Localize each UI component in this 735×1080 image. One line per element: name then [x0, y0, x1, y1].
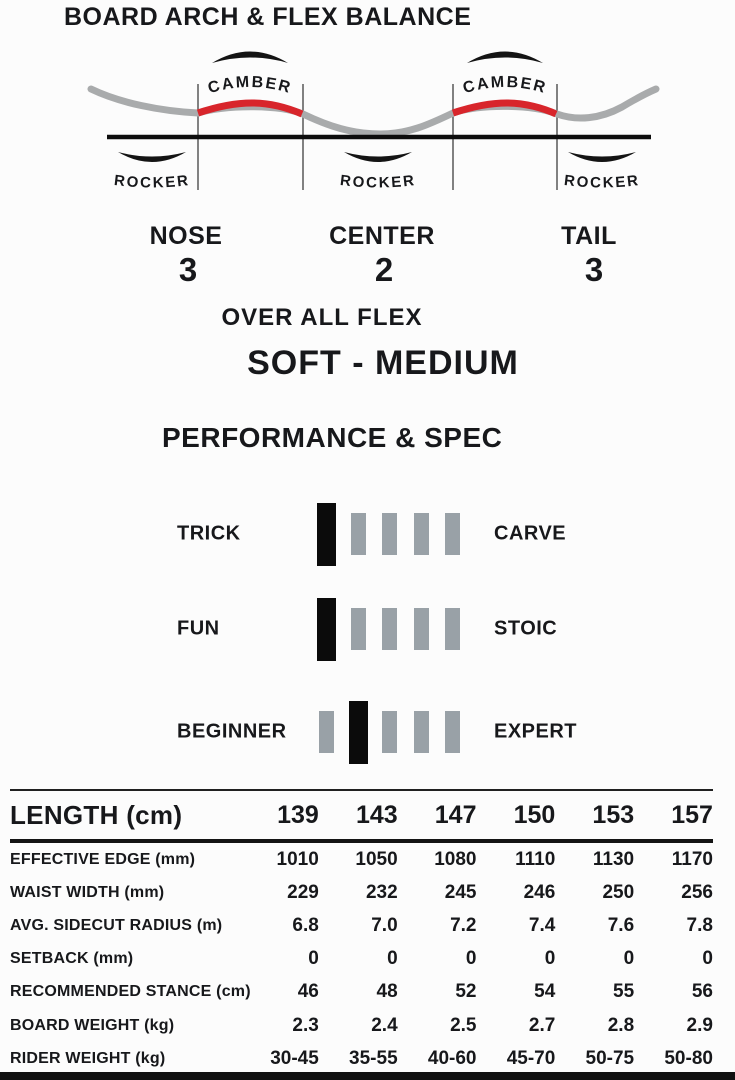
scale-left-label: TRICK [177, 522, 241, 545]
cell-value: 55 [613, 981, 635, 1003]
scale-bar [382, 513, 397, 555]
cell-value: 45-70 [506, 1047, 556, 1069]
header-value: 150 [513, 800, 556, 829]
scale-right-label: EXPERT [494, 720, 578, 743]
rocker-label: ROCKER [339, 171, 417, 192]
cell-value: 1110 [515, 848, 556, 870]
table-row [10, 876, 713, 909]
row-label: AVG. SIDECUT RADIUS (m) [10, 916, 223, 934]
camber-arc-icon [212, 52, 288, 64]
cell-value: 0 [387, 948, 398, 970]
scale-bar [445, 711, 460, 753]
cell-value: 229 [287, 881, 319, 903]
row-label: EFFECTIVE EDGE (mm) [10, 850, 196, 868]
table-row [10, 1042, 713, 1075]
section-label-nose: NOSE [149, 222, 223, 250]
section-score-tail: 3 [584, 251, 604, 288]
cell-value: 246 [523, 881, 556, 903]
overall-flex-value: SOFT - MEDIUM [247, 344, 519, 382]
row-label: SETBACK (mm) [10, 950, 134, 968]
cell-value: 0 [465, 948, 477, 970]
cell-value: 7.8 [686, 914, 713, 936]
cell-value: 50-75 [585, 1047, 635, 1069]
cell-value: 2.5 [450, 1014, 477, 1036]
camber-label: CAMBER [461, 73, 549, 98]
cell-value: 2.7 [528, 1014, 556, 1036]
fun-stoic-scale [0, 597, 735, 661]
scale-bars [311, 502, 469, 566]
rocker-arc-icon [344, 152, 412, 162]
scale-bar [351, 608, 366, 650]
rocker-label: ROCKER [563, 171, 641, 192]
header-value: 139 [277, 800, 319, 829]
cell-value: 48 [376, 981, 398, 1003]
scale-bar [349, 701, 368, 764]
row-label: RIDER WEIGHT (kg) [10, 1049, 166, 1067]
board-profile-path [91, 89, 656, 134]
section-score-nose: 3 [178, 251, 198, 288]
table-row [10, 943, 713, 976]
scale-bars [311, 700, 469, 764]
cell-value: 30-45 [270, 1047, 319, 1069]
scale-bar [414, 711, 429, 753]
table-row [10, 843, 713, 876]
header-label: LENGTH (cm) [10, 799, 183, 830]
scale-bar [382, 711, 397, 753]
board-arch-diagram [0, 0, 735, 290]
header-value: 153 [592, 800, 635, 829]
spec-table-header [10, 789, 713, 843]
scale-left-label: BEGINNER [177, 720, 287, 743]
trick-carve-scale [0, 502, 735, 566]
scale-left-label: FUN [177, 617, 220, 640]
cell-value: 1130 [592, 848, 635, 870]
cell-value: 256 [681, 881, 713, 903]
camber-arc-icon [467, 52, 543, 64]
section-label-center: CENTER [329, 222, 435, 250]
scale-bars [311, 597, 469, 661]
table-row [10, 1009, 713, 1042]
scale-bar [414, 513, 429, 555]
cell-value: 2.3 [292, 1014, 319, 1036]
cell-value: 0 [702, 948, 713, 970]
cell-value: 2.4 [371, 1014, 398, 1036]
scale-bar [351, 513, 366, 555]
cell-value: 35-55 [349, 1047, 398, 1069]
section-score-center: 2 [374, 251, 394, 288]
cell-value: 2.8 [607, 1014, 635, 1036]
cell-value: 1170 [671, 848, 713, 870]
bottom-border-bar [0, 1072, 735, 1080]
cell-value: 2.9 [686, 1014, 713, 1036]
cell-value: 40-60 [427, 1047, 477, 1069]
cell-value: 1080 [434, 848, 477, 870]
scale-bar [317, 503, 336, 566]
header-value: 143 [355, 800, 398, 829]
header-value: 157 [671, 800, 713, 829]
cell-value: 7.4 [528, 914, 556, 936]
cell-value: 50-80 [664, 1047, 713, 1069]
table-row [10, 976, 713, 1009]
cell-value: 0 [623, 948, 635, 970]
rocker-label: ROCKER [113, 171, 191, 192]
performance-heading: PERFORMANCE & SPEC [162, 422, 503, 453]
scale-right-label: STOIC [494, 617, 558, 640]
cell-value: 56 [691, 981, 713, 1003]
cell-value: 6.8 [292, 914, 319, 936]
scale-bar [382, 608, 397, 650]
rocker-arc-icon [568, 152, 636, 162]
scale-right-label: CARVE [494, 522, 567, 545]
header-value: 147 [434, 800, 477, 829]
cell-value: 250 [602, 881, 635, 903]
spec-table [10, 789, 713, 1075]
cell-value: 1010 [276, 848, 319, 870]
cell-value: 7.2 [450, 914, 477, 936]
cell-value: 0 [544, 948, 556, 970]
rocker-arc-icon [118, 152, 186, 162]
cell-value: 54 [534, 981, 556, 1003]
cell-value: 1050 [355, 848, 398, 870]
cell-value: 232 [365, 881, 398, 903]
cell-value: 46 [297, 981, 319, 1003]
cell-value: 0 [308, 948, 319, 970]
section-label-tail: TAIL [561, 222, 617, 250]
scale-bar [414, 608, 429, 650]
camber-label: CAMBER [206, 73, 294, 98]
cell-value: 245 [444, 881, 477, 903]
overall-flex-label: OVER ALL FLEX [221, 304, 423, 331]
row-label: BOARD WEIGHT (kg) [10, 1016, 175, 1034]
page-title: BOARD ARCH & FLEX BALANCE [64, 3, 472, 31]
row-label: WAIST WIDTH (mm) [10, 883, 165, 901]
row-label: RECOMMENDED STANCE (cm) [10, 983, 251, 1001]
table-row [10, 909, 713, 942]
cell-value: 7.0 [371, 914, 398, 936]
cell-value: 7.6 [607, 914, 635, 936]
scale-bar [317, 598, 336, 661]
beginner-expert-scale [0, 700, 735, 764]
scale-bar [319, 711, 334, 753]
scale-bar [445, 513, 460, 555]
cell-value: 52 [455, 981, 477, 1003]
scale-bar [445, 608, 460, 650]
